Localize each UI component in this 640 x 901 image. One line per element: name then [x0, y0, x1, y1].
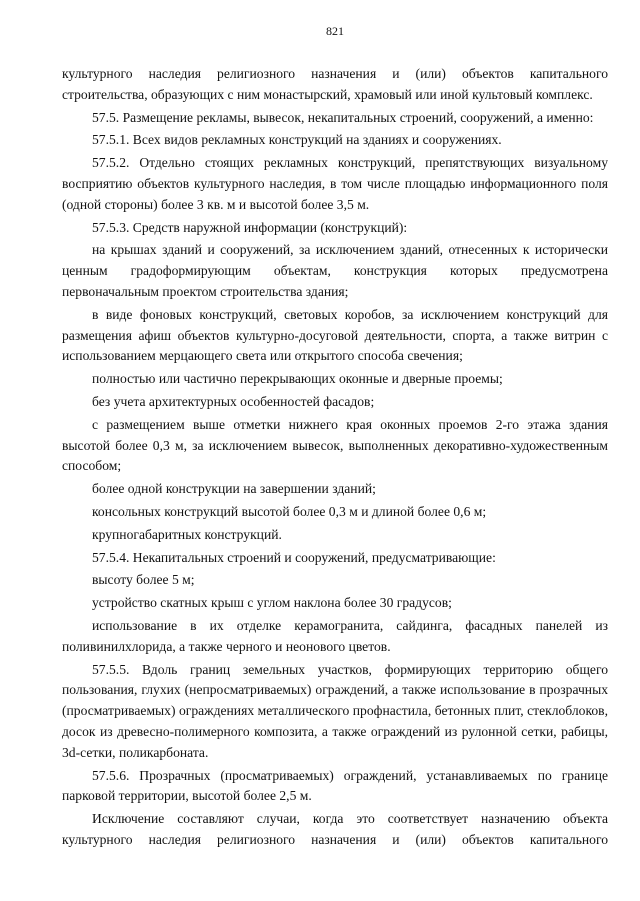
paragraph: устройство скатных крыш с углом наклона более 30 градусов; — [92, 595, 452, 611]
paragraph: крупногабаритных конструкций. — [92, 526, 282, 542]
paragraph: 57.5.2. Отдельно стоящих рекламных конструкций, препятствующих визуальному восприятию объектов культурного наследия, в том числе площадью информационного поля (одной стороны) более 3 кв. м и высотой более 3,5 м. — [62, 155, 608, 212]
paragraph: более одной конструкции на завершении зданий; — [92, 481, 376, 497]
paragraph: использование в их отделке керамогранита, сайдинга, фасадных панелей из поливинилхлорида, а также черного и неонового цветов. — [62, 617, 608, 654]
paragraph: без учета архитектурных особенностей фасадов; — [92, 393, 375, 409]
page-number: 821 — [326, 24, 344, 38]
document-body — [62, 64, 608, 851]
paragraph: 57.5.5. Вдоль границ земельных участков, формирующих территорию общего пользования, глухих (непросматриваемых) ограждений, а также использование в прозрачных (просматриваемых) ограждениях металлического профнастила, бетонных плит, стеклоблоков, досок из древесно-полимерного композита, а также ограждений из рулонной сетки, рабицы, 3d-сетки, поликарбоната. — [62, 661, 608, 760]
paragraph: 57.5.3. Средств наружной информации (конструкций): — [92, 219, 408, 235]
paragraph: 57.5.4. Некапитальных строений и сооружений, предусматривающие: — [92, 549, 496, 565]
paragraph: культурного наследия религиозного назначения и (или) объектов капитального строительства, образующих с ним монастырский, храмовый или иной культовый комплекс. — [62, 66, 608, 102]
paragraph: в виде фоновых конструкций, световых коробов, за исключением конструкций для размещения афиш объектов культурно-досуговой деятельности, спорта, а также витрин с использованием мерцающего света или открытого способа свечения; — [62, 306, 608, 364]
paragraph: 57.5.6. Прозрачных (просматриваемых) ограждений, устанавливаемых по границе парковой территории, высотой более 2,5 м. — [62, 767, 608, 804]
paragraph: 57.5.1. Всех видов рекламных конструкций на зданиях и сооружениях. — [92, 132, 502, 148]
paragraph: полностью или частично перекрывающих оконные и дверные проемы; — [92, 371, 503, 387]
paragraph: с размещением выше отметки нижнего края оконных проемов 2-го этажа здания высотой более 0,3 м, за исключением вывесок, выполненных декоративно-художественным способом; — [62, 416, 608, 474]
paragraph: на крышах зданий и сооружений, за исключением зданий, отнесенных к исторически ценным градоформирующим объектам, конструкция которых предусмотрена первоначальным проектом строительства здания; — [62, 242, 608, 299]
paragraph: консольных конструкций высотой более 0,3 м и длиной более 0,6 м; — [92, 503, 487, 519]
paragraph: 57.5. Размещение рекламы, вывесок, некапитальных строений, сооружений, а именно: — [92, 109, 594, 125]
paragraph: высоту более 5 м; — [92, 572, 195, 588]
paragraph: Исключение составляют случаи, когда это соответствует назначению объекта культурного наследия религиозного назначения и (или) объектов капитального — [62, 811, 608, 847]
